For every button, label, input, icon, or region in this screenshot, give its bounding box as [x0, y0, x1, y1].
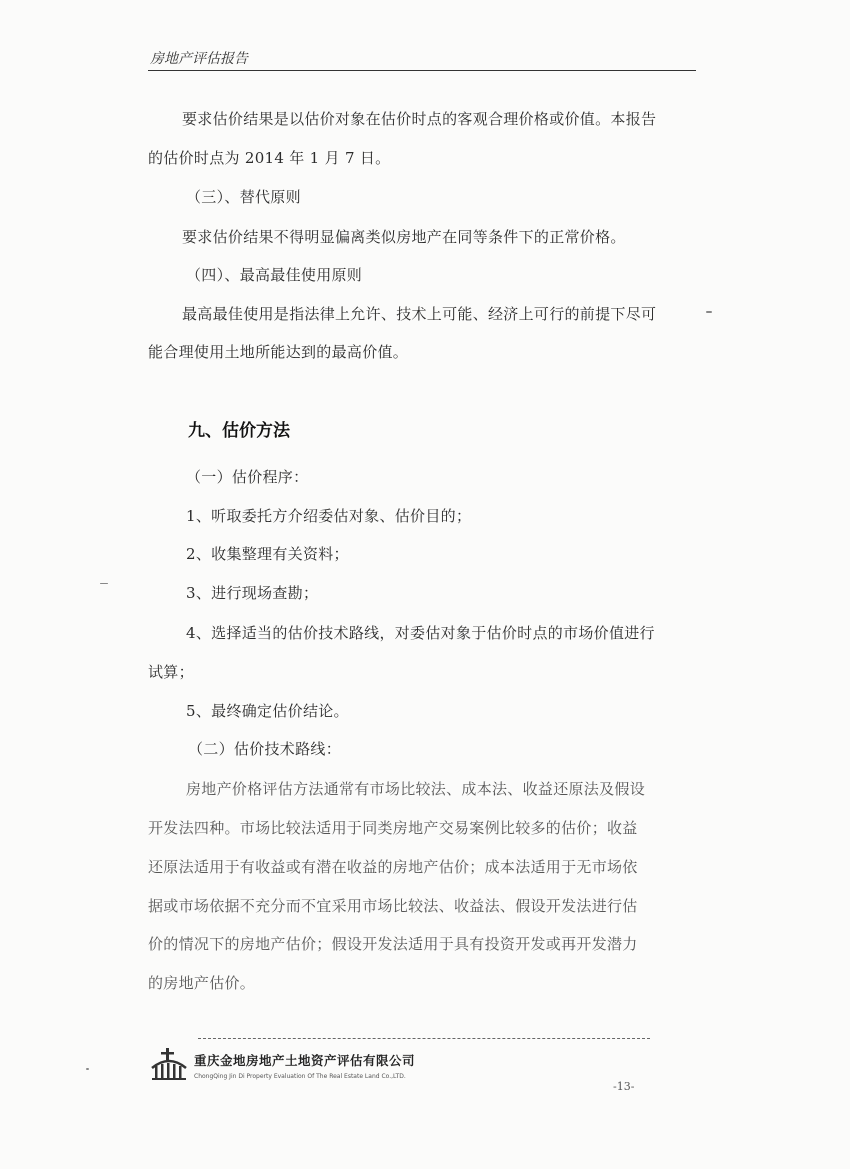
list-item-continuation: 试算；: [148, 663, 194, 681]
list-item: 5、最终确定估价结论。: [186, 702, 349, 720]
subsection-heading: （三）、替代原则: [186, 188, 301, 206]
subsection-heading: （二）估价技术路线：: [188, 740, 342, 758]
company-name-en: ChongQing Jin Di Property Evaluation Of The Real Estate Land Co.,LTD.: [194, 1073, 406, 1080]
body-line: 价的情况下的房地产估价；假设开发法适用于具有投资开发或再开发潜力: [148, 935, 638, 953]
body-line: 最高最佳使用是指法律上允许、技术上可能、经济上可行的前提下尽可: [182, 305, 657, 323]
list-item: 1、听取委托方介绍委估对象、估价目的；: [186, 507, 472, 525]
list-item: 3、进行现场查勘；: [186, 584, 319, 602]
body-line: 开发法四种。市场比较法适用于同类房地产交易案例比较多的估价；收益: [148, 819, 638, 837]
body-line: 据或市场依据不充分而不宜采用市场比较法、收益法、假设开发法进行估: [148, 897, 638, 915]
body-line: 房地产价格评估方法通常有市场比较法、成本法、收益还原法及假设: [186, 780, 646, 798]
scan-speck: [100, 583, 108, 584]
company-logo-icon: [150, 1046, 188, 1082]
list-item: 4、选择适当的估价技术路线，对委估对象于估价时点的市场价值进行: [186, 624, 655, 642]
body-line: 的估价时点为 2014 年 1 月 7 日。: [148, 149, 391, 167]
company-name-cn: 重庆金地房地产土地资产评估有限公司: [194, 1053, 416, 1068]
body-line: 的房地产估价。: [148, 974, 256, 992]
scan-speck: [86, 1068, 89, 1070]
list-item: 2、收集整理有关资料；: [186, 545, 349, 563]
footer-rule: [198, 1038, 650, 1039]
subsection-heading: （一）估价程序：: [186, 468, 309, 486]
header-rule: [148, 70, 696, 71]
scan-speck: [706, 311, 712, 313]
section-title: 九、估价方法: [188, 421, 290, 441]
body-line: 还原法适用于有收益或有潜在收益的房地产估价；成本法适用于无市场依: [148, 858, 638, 876]
body-line: 要求估价结果是以估价对象在估价时点的客观合理价格或价值。本报告: [182, 110, 657, 128]
body-line: 要求估价结果不得明显偏离类似房地产在同等条件下的正常价格。: [182, 228, 626, 246]
body-line: 能合理使用土地所能达到的最高价值。: [148, 343, 409, 361]
page-number: -13-: [613, 1080, 635, 1093]
header-title: 房地产评估报告: [150, 51, 248, 67]
subsection-heading: （四）、最高最佳使用原则: [186, 266, 363, 284]
